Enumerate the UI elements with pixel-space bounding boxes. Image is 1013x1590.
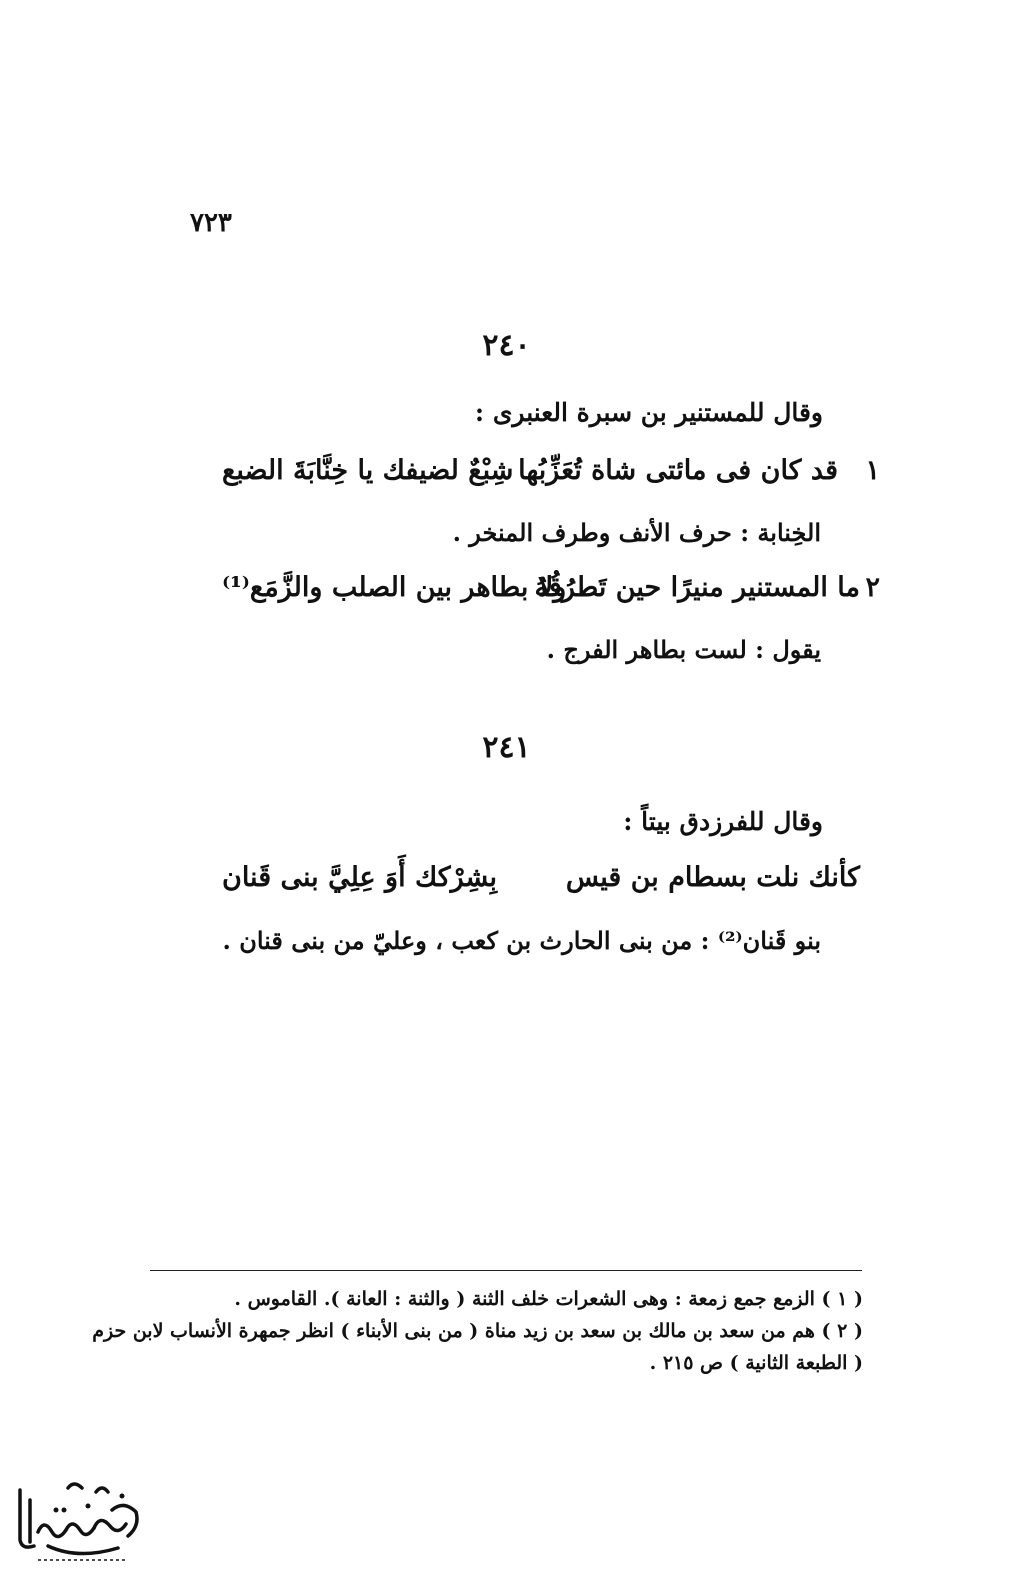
library-stamp-logo — [8, 1470, 148, 1570]
verse-1 — [140, 455, 880, 495]
poem-number-241: ٢٤١ — [482, 730, 531, 765]
verse-2 — [140, 572, 880, 612]
footnote-1: ( ١ ) الزمع جمع زمعة : وهى الشعرات خلف الثنة ( والثنة : العانة ). القاموس . — [234, 1288, 863, 1310]
verse-number: ٢ — [865, 572, 880, 603]
verse-farazdaq — [140, 862, 880, 902]
verse-hemistich-first: قد كان فى مائتى شاة تُعَزِّبُها — [518, 455, 838, 486]
poem-intro-240: وقال للمستنير بن سبرة العنبرى : — [474, 398, 823, 427]
footnote-2-continued: ( الطبعة الثانية ) ص ٢١٥ . — [649, 1352, 863, 1374]
verse-hemistich-second: بِشِرْكك أَوَ عِلِيَّ بنى قَنان — [222, 862, 498, 893]
verse-hemistich-second: ولا بطاهر بين الصلب والزَّمَع⁽¹⁾ — [222, 572, 567, 603]
footnote-2: ( ٢ ) هم من سعد بن مالك بن سعد بن زيد مناة ( من بنى الأبناء ) انظر جمهرة الأنساب لابن حزم — [92, 1320, 863, 1342]
verse-hemistich-first: كأنك نلت بسطام بن قيس — [565, 862, 860, 893]
gloss-khinaba: الخِنابة : حرف الأنف وطرف المنخر . — [452, 518, 821, 547]
page-number: ٧٢٣ — [190, 208, 232, 238]
poem-intro-241: وقال للفرزدق بيتاً : — [623, 807, 823, 836]
verse-number: ١ — [865, 455, 880, 486]
poem-number-240: ٢٤٠ — [482, 328, 531, 363]
footnote-divider — [150, 1270, 862, 1271]
gloss-banu-qanan: بنو قَنان⁽²⁾ : من بنى الحارث بن كعب ، وعليّ من بنى قنان . — [222, 926, 821, 955]
verse-hemistich-first: ما المستنير منيرًا حين تَطرُقُهُ — [534, 572, 860, 603]
calligraphy-stamp-icon — [8, 1470, 148, 1570]
gloss-yaqul: يقول : لست بطاهر الفرج . — [546, 635, 821, 664]
verse-hemistich-second: شِبْعٌ لضيفك يا خِنَّابَةَ الضبع — [222, 455, 514, 486]
